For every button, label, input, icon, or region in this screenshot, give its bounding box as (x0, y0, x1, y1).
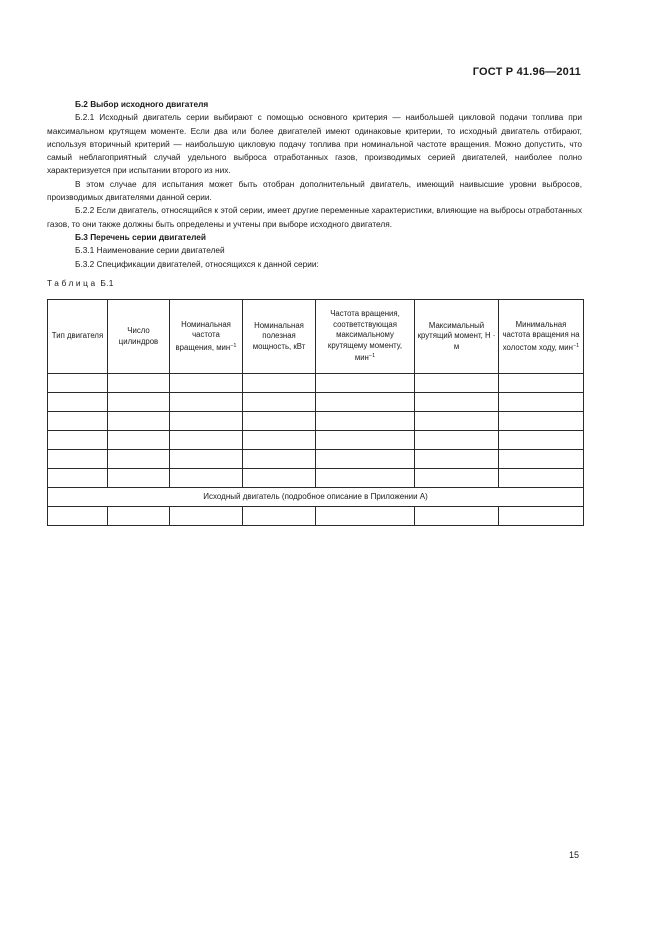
table-cell (316, 431, 415, 450)
table-cell (243, 507, 316, 526)
table-cell (415, 412, 499, 431)
engine-spec-table (47, 299, 584, 526)
table-cell (48, 469, 108, 488)
table-cell (108, 393, 170, 412)
table-cell (48, 412, 108, 431)
column-header-label: Максимальный крутящий момент, Н · м (417, 320, 496, 351)
paragraph-b21: Б.2.1 Исходный двигатель серии выбирают с помощью основного критерия — наибольшей цикловой подачи топлива при максимальном крутящем моменте. Если два или более двигателей имеют одинаковые критерии, то исходный двигатель отбирают, используя вторичный критерий — наибольшую цикловую подачу топлива при номинальной частоте вращения. Можно допустить, что самый неблагоприятный случай удельного выброса отработанных газов, производимых серией двигателей, наиболее полно характеризуется при испытании второго из них. (47, 112, 582, 176)
column-header-label: Номинальная частота вращения, мин (175, 319, 231, 352)
table-cell (170, 412, 243, 431)
table-cell (316, 450, 415, 469)
table-cell (170, 431, 243, 450)
column-header (316, 300, 415, 374)
table-row (48, 374, 584, 393)
table-cell (316, 507, 415, 526)
column-header-label: Тип двигателя (51, 331, 104, 341)
table-row (48, 507, 584, 526)
table-row (48, 450, 584, 469)
table-cell (108, 374, 170, 393)
column-header (108, 300, 170, 374)
table-cell (108, 507, 170, 526)
paragraph-b31: Б.3.1 Наименование серии двигателей (75, 245, 225, 256)
reference-engine-label: Исходный двигатель (подробное описание в Приложении А) (48, 488, 584, 507)
table-cell (48, 431, 108, 450)
table-cell (499, 507, 584, 526)
table-cell (48, 393, 108, 412)
table-cell (499, 374, 584, 393)
column-header-label: Минимальная частота вращения на холостом ходу, мин (502, 319, 580, 352)
table-cell (316, 469, 415, 488)
table-cell (243, 412, 316, 431)
table-cell (316, 374, 415, 393)
document-code: ГОСТ Р 41.96—2011 (472, 66, 581, 78)
heading-b3: Б.3 Перечень серии двигателей (75, 231, 206, 242)
column-header (499, 300, 584, 374)
column-header-label: Число цилиндров (118, 326, 159, 346)
table-cell (48, 374, 108, 393)
column-header (170, 300, 243, 374)
table-cell (415, 450, 499, 469)
table-cell (108, 431, 170, 450)
table-cell (170, 469, 243, 488)
column-header (48, 300, 108, 374)
table-cell (170, 507, 243, 526)
table-cell (415, 431, 499, 450)
table-cell (170, 450, 243, 469)
table-row (48, 431, 584, 450)
column-header (243, 300, 316, 374)
table-row (48, 393, 584, 412)
table-cell (170, 393, 243, 412)
table-cell (243, 431, 316, 450)
column-header (415, 300, 499, 374)
table-cell (499, 450, 584, 469)
table-cell (316, 393, 415, 412)
heading-b2: Б.2 Выбор исходного двигателя (75, 99, 209, 109)
paragraph-b21-continued: В этом случае для испытания может быть отобран дополнительный двигатель, имеющий наивысшие уровни выбросов, производимых двигателями данной серии. (47, 178, 582, 203)
column-header-label: Номинальная полезная мощность, кВт (252, 320, 306, 351)
table-row (48, 469, 584, 488)
table-cell (316, 412, 415, 431)
table-cell (415, 507, 499, 526)
paragraph-b32: Б.3.2 Спецификации двигателей, относящихся к данной серии: (75, 258, 319, 269)
table-row (48, 412, 584, 431)
table-cell (243, 374, 316, 393)
column-header-unit-exponent: −1 (230, 342, 237, 349)
table-cell (48, 507, 108, 526)
column-header-unit-exponent: −1 (368, 353, 376, 360)
paragraph-b22: Б.2.2 Если двигатель, относящийся к этой серии, имеет другие переменные характеристики, влияющие на выбросы отработанных газов, то они также должны быть определены и учтены при выборе исходного двигателя. (47, 205, 582, 229)
section-text (47, 98, 582, 290)
table-caption-number: Б.1 (100, 277, 114, 288)
table-caption (47, 277, 582, 290)
table-cell (499, 412, 584, 431)
table-cell (415, 469, 499, 488)
table-cell (243, 450, 316, 469)
table-cell (499, 469, 584, 488)
column-header-unit-exponent: −1 (572, 342, 580, 349)
table-cell (108, 412, 170, 431)
reference-engine-row (48, 488, 584, 507)
table-cell (48, 450, 108, 469)
table-cell (243, 393, 316, 412)
table-header-row (48, 300, 584, 374)
table-cell (170, 374, 243, 393)
page-number: 15 (568, 850, 579, 860)
table-cell (108, 469, 170, 488)
table-cell (415, 393, 499, 412)
table-cell (108, 450, 170, 469)
column-header-label: Частота вращения, соответствующая максимальному крутящему моменту, мин (327, 309, 403, 363)
table-cell (415, 374, 499, 393)
table-caption-word: Таблица (47, 277, 98, 288)
table-cell (499, 393, 584, 412)
table-cell (499, 431, 584, 450)
table-cell (243, 469, 316, 488)
